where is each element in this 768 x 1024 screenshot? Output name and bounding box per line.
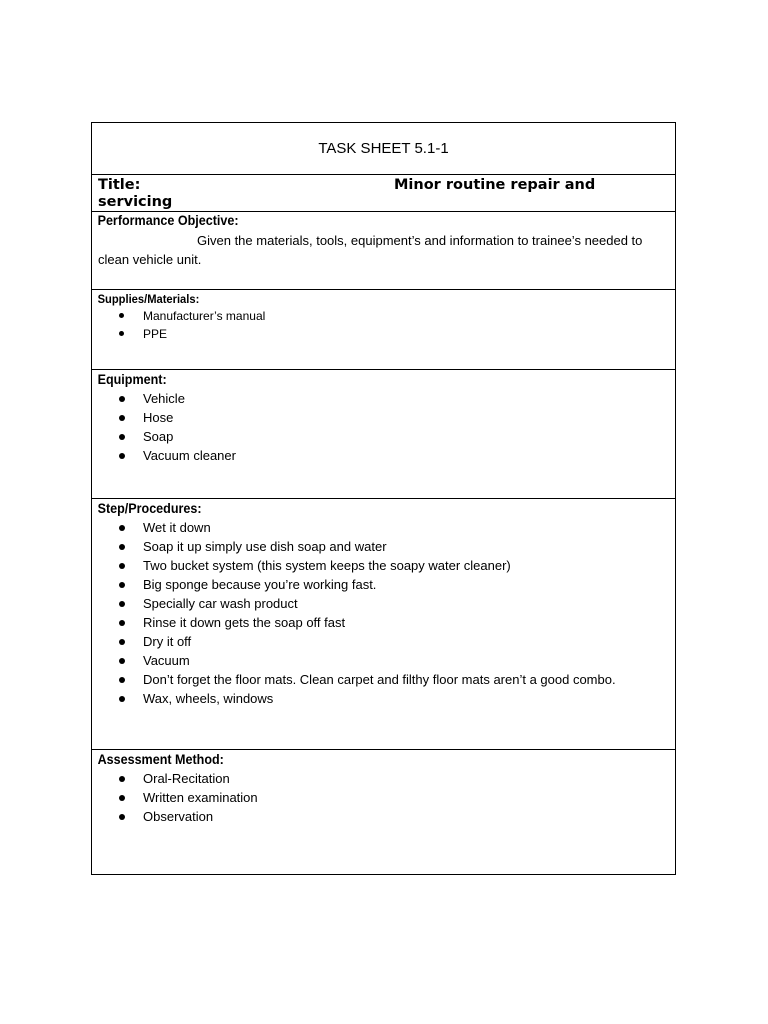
bullet-icon: [119, 658, 125, 664]
bullet-icon: [119, 396, 125, 402]
bullet-icon: [119, 795, 125, 801]
list-item-text: Specially car wash product: [143, 596, 298, 611]
steps-heading: Step/Procedures:: [97, 501, 202, 516]
list-item-text: Don’t forget the floor mats. Clean carpet and filthy floor mats aren’t a good combo.: [143, 672, 616, 687]
list-item-text: Wet it down: [143, 520, 211, 535]
list-item-text: PPE: [143, 327, 168, 341]
list-item-text: Vacuum cleaner: [143, 448, 236, 463]
list-item: [92, 325, 675, 343]
bullet-icon: [119, 563, 125, 569]
bullet-icon: [119, 696, 125, 702]
bullet-icon: [119, 544, 125, 550]
performance-objective-heading: Performance Objective:: [97, 213, 239, 228]
equipment-section: [92, 370, 675, 499]
list-item: [92, 408, 675, 427]
bullet-icon: [119, 331, 124, 336]
list-item-text: Written examination: [143, 790, 258, 805]
list-item: [92, 807, 675, 826]
steps-list: [92, 518, 675, 708]
performance-objective-text: Given the materials, tools, equipment’s and information to trainee’s needed to clean vehicle unit.: [98, 233, 643, 267]
bullet-icon: [119, 582, 125, 588]
list-item: [92, 632, 675, 651]
task-sheet-header: [92, 123, 675, 175]
list-item-text: Soap it up simply use dish soap and water: [143, 539, 387, 554]
bullet-icon: [119, 677, 125, 683]
bullet-icon: [119, 313, 124, 318]
list-item: [92, 307, 675, 325]
task-sheet-number: TASK SHEET 5.1-1: [318, 140, 449, 157]
supplies-section: [92, 290, 675, 370]
bullet-icon: [119, 434, 125, 440]
list-item-text: Rinse it down gets the soap off fast: [143, 615, 346, 630]
assessment-section: [92, 750, 675, 874]
list-item-text: Soap: [143, 429, 174, 444]
list-item: [92, 537, 675, 556]
list-item: [92, 575, 675, 594]
list-item: [92, 518, 675, 537]
list-item: [92, 651, 675, 670]
assessment-heading: Assessment Method:: [97, 752, 224, 767]
steps-section: [92, 499, 675, 750]
task-sheet-table: [91, 122, 676, 875]
supplies-list: [92, 307, 675, 343]
list-item: [92, 689, 675, 708]
assessment-list: [92, 769, 675, 826]
list-item-text: Hose: [143, 410, 174, 425]
list-item-text: Two bucket system (this system keeps the soapy water cleaner): [143, 558, 511, 573]
list-item: [92, 446, 675, 465]
title-row: [92, 175, 675, 212]
bullet-icon: [119, 776, 125, 782]
supplies-heading: Supplies/Materials:: [97, 292, 200, 306]
list-item-text: Oral-Recitation: [143, 771, 230, 786]
title-value-continued: servicing: [98, 194, 173, 210]
bullet-icon: [119, 415, 125, 421]
bullet-icon: [119, 620, 125, 626]
bullet-icon: [119, 814, 125, 820]
bullet-icon: [119, 525, 125, 531]
bullet-icon: [119, 453, 125, 459]
list-item-text: Wax, wheels, windows: [143, 691, 274, 706]
list-item: [92, 556, 675, 575]
bullet-icon: [119, 601, 125, 607]
equipment-list: [92, 389, 675, 465]
list-item-text: Observation: [143, 809, 214, 824]
title-value: Minor routine repair and: [394, 177, 596, 193]
title-label: Title:: [98, 177, 141, 193]
list-item: [92, 613, 675, 632]
list-item-text: Vehicle: [143, 391, 185, 406]
equipment-heading: Equipment:: [97, 372, 167, 387]
list-item: [92, 594, 675, 613]
performance-objective-section: [92, 212, 675, 290]
list-item: [92, 788, 675, 807]
list-item-text: Manufacturer’s manual: [143, 309, 266, 323]
list-item: [92, 670, 675, 689]
list-item-text: Big sponge because you’re working fast.: [143, 577, 377, 592]
list-item: [92, 389, 675, 408]
list-item-text: Dry it off: [143, 634, 192, 649]
list-item: [92, 769, 675, 788]
list-item: [92, 427, 675, 446]
bullet-icon: [119, 639, 125, 645]
list-item-text: Vacuum: [143, 653, 190, 668]
